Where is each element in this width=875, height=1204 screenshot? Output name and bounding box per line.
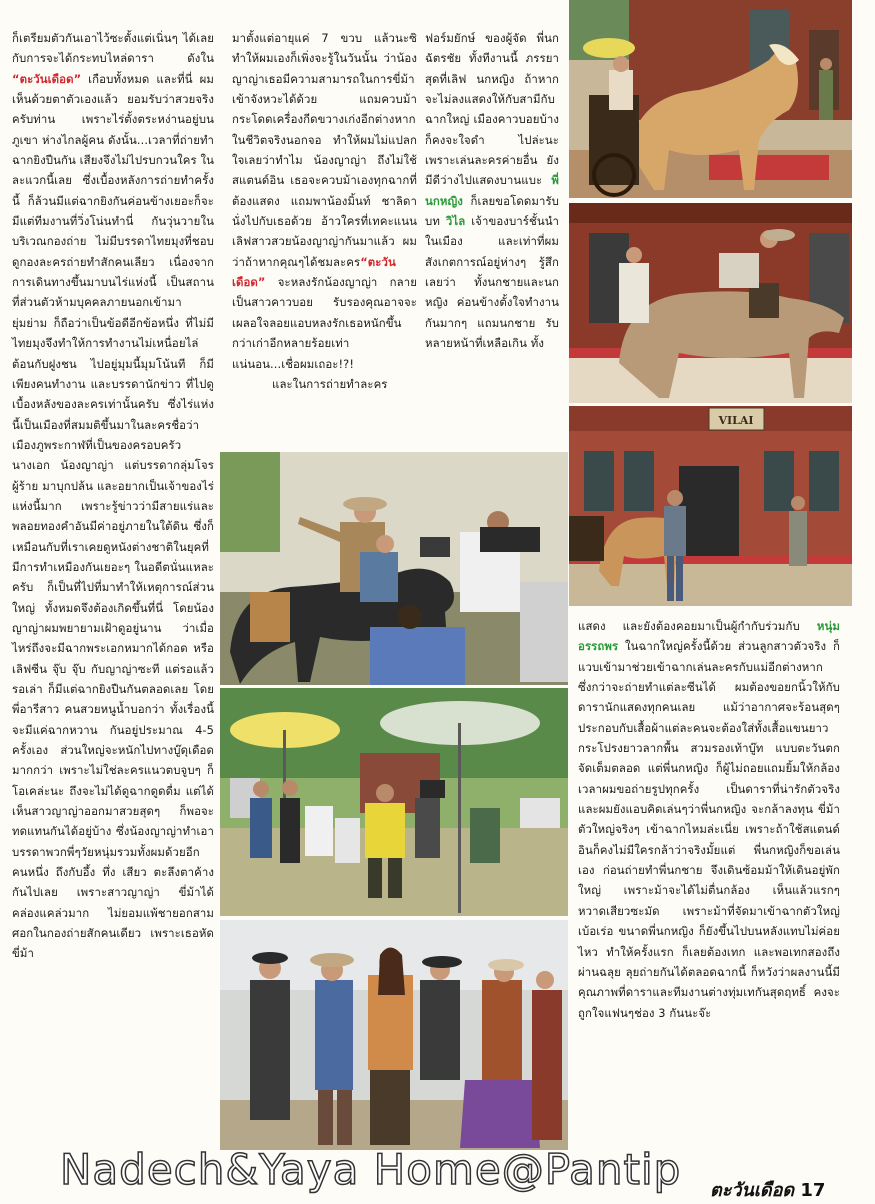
text-span: เกือบทั้งหมด และที่นี่ ผมเห็นด้วยตาตัวเองแล้ว ยอมรับว่าสวยจริงครับท่าน เพราะไร่ตั้งตระหง่านอยู่บนภูเขา ห่างไกลผู้คน ดังนั้น...เวลาที่ถ่ายทำฉากยิงปืนกัน เสียงจึงไม่ไปรบกวนใคร ในละแวกนี้เลย ซึ่งเบื้องหลังการถ่ายทำครั้งนี้ ก็ล้วนมีแต่ฉากยิงกันค่อนข้างเยอะก็จะมีแต่ทีมงานที่วิ่งโน่นทำนี่ กันวุ่นวายในบริเวณกองถ่าย ไม่มีบรรดาไทยมุงที่ชอบดูกองละครถ่ายทำสักคนเลียว เนื่องจากการเดินทางขึ้นมาบนไร่แห่งนี้ เป็นสถานที่ส่วนตัวห้ามบุคคลภายนอกเข้ามายุ่มย่าม ก็ถือว่าเป็นข้อดีอีกข้อหนึ่ง ที่ไม่มีไทยมุงจึงทำให้การทำงานไม่เหนื่อยไล่ต้อนกับฝูงชน ไปอยู่มุมนี้มุมโน้นที ก็มีเพียงคนทำงาน และบรรดานักข่าว ที่ไปดูเบื้องหลังของละครเท่านั้นครับ ซึ่งไร่แห่งนี้เป็นเมืองที่สมมติขึ้นมาในละครชื่อว่าเมืองภูพระกาฬที่เป็นของครอบครัวนางเอก น้องญาญ่า แต่บรรดากลุ่มโจรผู้ร้าย มาบุกปล้น และอยากเป็นเจ้าของไร่แห่งนี้มาก เพราะรู้ข่าวว่ามีสายแร่และพลอยทองคำอันมีค่าอยู่ภายในใต้ดิน ซึ่งก็เหมือนกับที่เราเคยดูหนังต่างชาติในยุคที่มีการทำเหมืองกันเยอะๆ ในอดีตนั่นแหละครับ ก็เป็นที่ไปที่มาทำให้เหตุการณ์ส่วนใหญ่ ทั้งหมดจึงต้องเกิดขึ้นที่นี่ โดยน้องญาญ่าผมพยายามเฝ้าดูอยู่นาน ว่าเมื่อไหร่ถึงจะมีฉากพระเอกหมากได้กอด หรือเลิฟซีน จุ๊บ จุ๊บ กับญาญ่าซะที แต่รอแล้วรอเล่า ก็มีแต่ฉากยิงปืนกันตลอดเลย โดยพี่อารีสาว คนสวยหนูน้ำบอกว่า ทั้งเรื่องนี้จะมีแค่ฉากหวาน กันอยู่ประมาณ 4-5 ครั้งเอง ส่วนใหญ่จะหนักไปทางบู๊ดุเดือดมากกว่า เพราะไม่ใช่ละครแนวตบจูบๆ ก็โอเคล่ะนะ ถึงจะไม่ได้ดูฉากดูดดื่ม แต่ได้เห็นสาวญาญ่าออกมาสวยสุดๆ ก็พอจะทดแทนกันได้อยู่บ้าง ซึ่งน้องญาญ่าทำเอาบรรดาพวกพี่ๆวัยหนุ่มรวมทั้งผมด้วยอีกคนหนึ่ง ถึงกับอึ้ง ทึ่ง เสียว ตะลึงตาค้างกันไปเลย เพราะสาวญาญ่า ขี่ม้าได้คล่องแคล่วมาก ไม่ยอมแพ้ชายอกสามศอกในกองถ่ายสักคนเดียว เพราะเธอหัดขี่ม้า — [12, 71, 214, 961]
highlight-show-title: “ตะวันเดือด” — [232, 254, 396, 290]
watermark: Nadech&Yaya Home@Pantip — [60, 1145, 682, 1194]
article-paragraph — [425, 28, 559, 354]
article-column-3 — [425, 28, 559, 354]
text-span: จะหลงรักน้องญาญ่า กลายเป็นสาวคาวบอย รับรองคุณอาจจะเผลอใจลอยแอบหลงรักเธอหนักขึ้นกว่าเก่าอีกหลายร้อยเท่าแน่นอน...เชื่อผมเถอะ!?! — [232, 275, 417, 371]
text-span: มาตั้งแต่อายุแค่ 7 ขวบ แล้วนะซิ ทำให้ผมเองก็เพิ่งจะรู้ในวันนั้น ว่าน้องญาญ่าเธอมีความสามารถในการขี่ม้าเข้าจังหวะได้ด้วย แถมควบม้ากระโดดเครื่องกีดขวางเก่งอีกต่างหากในชีวิตจริงนอกจอ ทำให้ผมไม่แปลกใจเลยว่าทำไม น้องญาญ่า ถึงไม่ใช้สแตนด์อิน เธอจะควบม้าเองทุกฉากที่ต้องแสดง แถมพาน้องมิ้นท์ ชาลิดา นั่งไปกับเธอด้วย อ้าวใครที่เทคะแนนเลิฟสาวสวยน้องญาญ่ากันมาแล้ว ผมว่าถ้าหากคุณๆได้ชมละคร — [232, 31, 417, 269]
article-paragraph — [232, 374, 417, 394]
text-span: และในการถ่ายทำละคร — [272, 376, 388, 391]
photo-cast-group — [220, 920, 568, 1150]
text-span: แสดง และยังต้องคอยมาเป็นผู้กำกับร่วมกับ — [578, 619, 800, 633]
vilai-sign-text: VILAI — [718, 414, 754, 427]
magazine-name: ตะวันเดือด — [710, 1180, 795, 1201]
text-span: ฟอร์มยักษ์ ของผู้จัด พี่นก ฉัตรชัย ทั้งทีงานนี้ ภรรยาสุดที่เลิฟ นกหญิง ถ้าหากจะไม่ลงแสดงให้กับสามีกับฉากใหญ่ เมืองคาวบอยบ้าง ก็คงจะใจดำ ไปล่ะนะ เพราะเล่นละครค่ายอื่น ยังมีดีว่างไปแสดงบานแบะ — [425, 31, 559, 188]
highlight-role: วิไล — [445, 214, 466, 229]
article-column-1 — [12, 28, 214, 964]
text-span: ในฉากใหญ่ครั้งนี้ด้วย ส่วนลูกสาวตัวจริง ก็แวบเข้ามาช่วยเข้าฉากเล่นละครกับแม่อีกต่างหาก ซึ่งกว่าจะถ่ายทำแต่ละซีนได้ ผมต้องขอยกนิ้วให้กับดารานักแสดงทุกคนเลย แม้ว่าอากาศจะร้อนสุดๆประกอบกับเสื้อผ้าแต่ละคนจะต้องใส่ทั้งเสื้อแขนยาวกระโปรงยาวลากพื้น สวมรองเท้าบู๊ท แบบตะวันตก จัดเต็มตลอด แต่พี่นกหญิง ก็ผู้ไม่ถอยแถมยิ้มให้กล้องเวลาผมขอถ่ายรูปทุกครั้ง เป็นดาราที่น่ารักตัวจริง และผมยังแอบคิดเล่นๆว่าพี่นกหญิง จะกล้าลงทุน ขี่ม้าตัวใหญ่จริงๆ เข้าฉากไหมล่ะเนี่ย เพราะถ้าใช้สแตนด์อินก็คงไม่มีใครกล้าว่าจริงมั้ยแต่ พี่นกหญิงก็ขอเล่นเอง ก่อนถ่ายทำพี่นกชาย จึงเดินซ้อมม้าให้เดินอยู่พักใหญ่ เพราะม้าจะได้ไม่ตื่นกล้อง เห็นแล้วแรกๆ หวาดเสียวซะมัด เพราะม้าที่จัดมาเข้าฉากตัวใหญ่เบ้อเร่อ ขนาดพี่นกหญิง ก็ยังขึ้นไปบนหลังแทบไม่ค่อยไหว ทำให้ครั้งแรก ก็เลยต้องเทก และพอเทกสองถึงผ่านฉลุย ลุยถ่ายกันได้ตลอดฉากนี้ ก็หวังว่าผลงานนี้มีคุณภาพที่ดาราและทีมงานต่างทุ่มเทกันสุดฤทธิ์ คงจะถูกใจแฟนๆช่อง 3 กันนะจ๊ะ — [578, 639, 840, 1020]
article-paragraph — [578, 616, 840, 1023]
article-paragraph — [232, 28, 417, 374]
text-span: ก็เลยขอโดดมารับบท — [425, 193, 559, 229]
highlight-show-title: “ตะวันเดือด” — [12, 71, 82, 86]
highlight-name: หนุ่ม อรรถพร — [578, 619, 840, 654]
article-column-4 — [578, 616, 840, 1023]
photo-film-crew — [220, 688, 568, 916]
article-column-2 — [232, 28, 417, 394]
text-span: ก็เตรียมตัวกันเอาไว้ซะตั้งแต่เนิ่นๆ ได้เลยกับการจะได้กระทบไหล่ดารา ดังใน — [12, 31, 214, 66]
text-span: เจ้าของบาร์ชั้นนำในเมือง และเท่าที่ผมสังเกตการณ์อยู่ห่างๆ รู้สึกเลยว่า ทั้งนกชายและนกหญิง ค่อนข้างตั้งใจทำงานกันมากๆ แถมนกชาย รับหลายหน้าที่เหลือเกิน ทั้ง — [425, 214, 559, 351]
highlight-name: พี่นกหญิง — [425, 173, 559, 208]
photo-rider-horse — [569, 203, 852, 403]
page-number: 17 — [800, 1180, 826, 1201]
article-paragraph — [12, 28, 214, 964]
photo-horse-cart — [569, 0, 852, 198]
photo-vilai-bar — [569, 406, 852, 606]
photo-horse-riding-filming — [220, 452, 568, 685]
